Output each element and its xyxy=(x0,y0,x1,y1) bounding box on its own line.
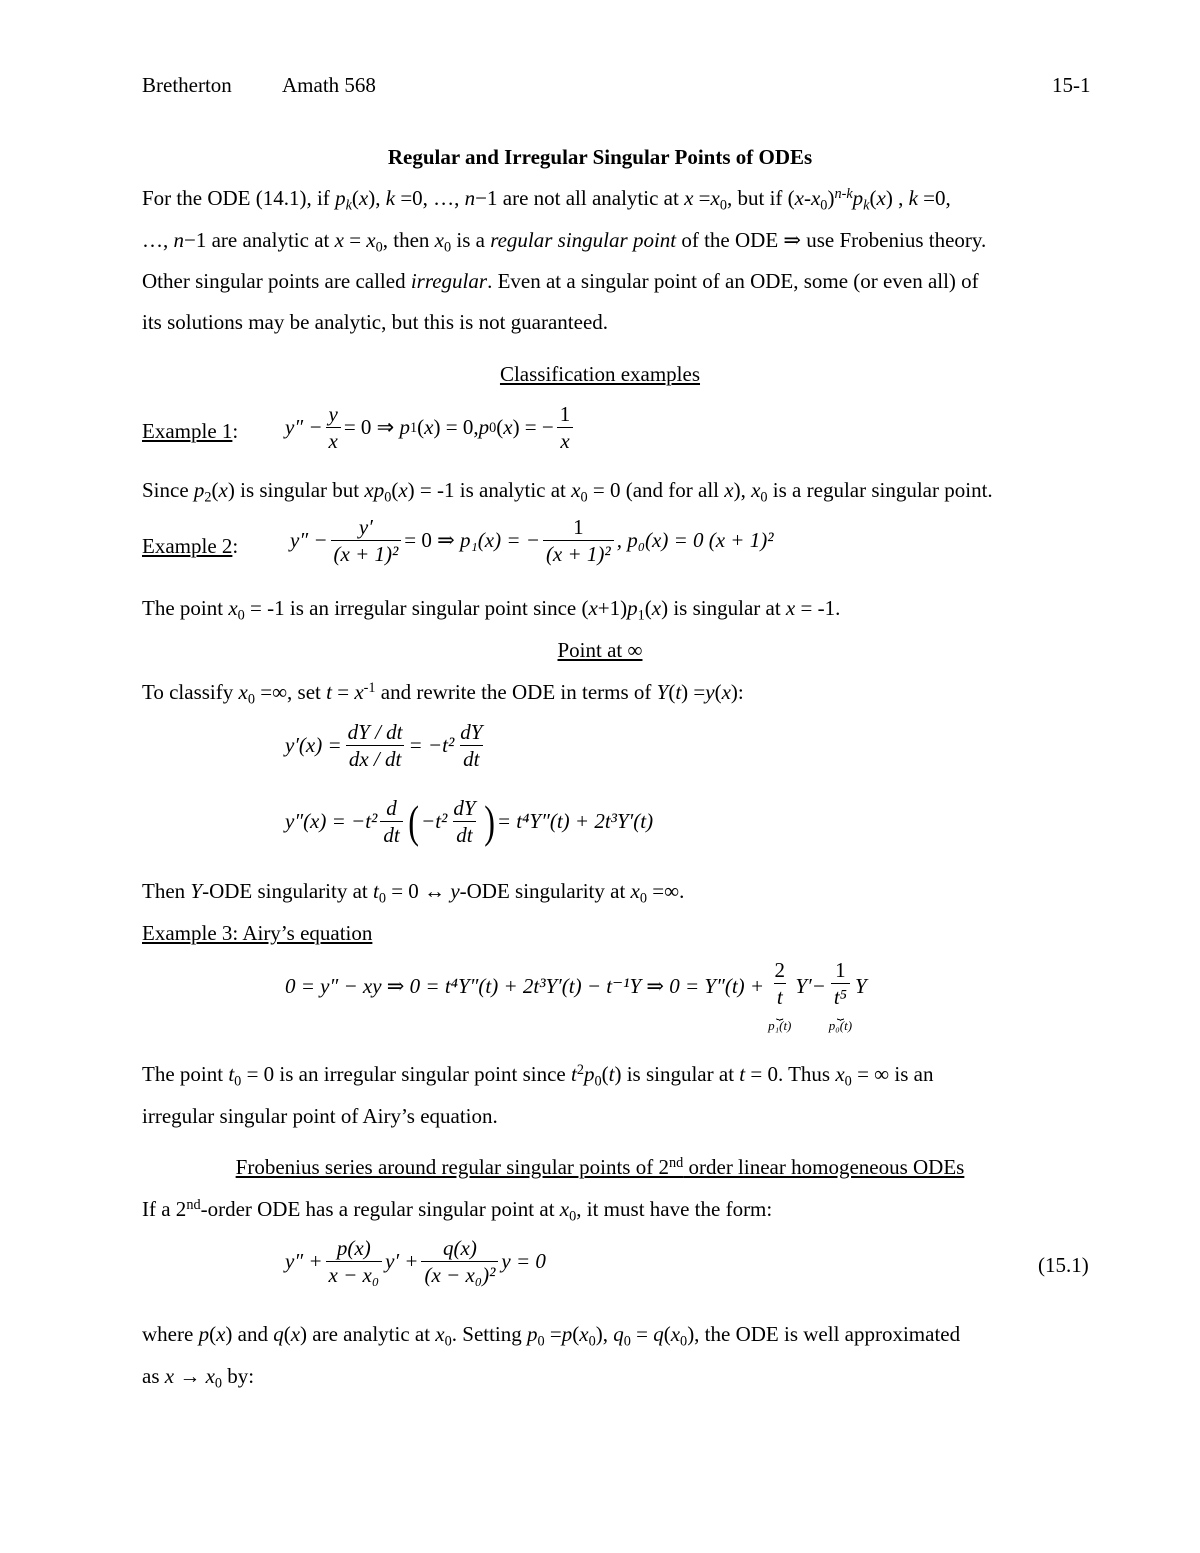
page-title: Regular and Irregular Singular Points of ODEs xyxy=(387,145,813,169)
intro-line-1: For the ODE (14.1), if $p_k(x)$, k =0, …, n−1 are not all analytic at $x =x_0$, but if $(x-x_0)^{n-k}p_k(x)$ , k =0, xyxy=(142,185,951,214)
intro-line-2: …, n−1 are analytic at $x = x_0$, then $x_0$ is a regular singular point of the ODE ⇒ use Frobenius theory. xyxy=(142,228,987,256)
example-2-equation: y″ − $\frac{y'}{\text{(x + 1)²}}$ = 0 ⇒ p₁(x) = − $\frac{1}{\text{(x + 1)²}}$ , p₀(x) = 0 (x + 1)² xyxy=(290,515,774,567)
intro-line-3: Other singular points are called irregular. Even at a singular point of an ODE, some (or even all) of xyxy=(142,269,979,293)
header-author: Bretherton xyxy=(142,73,232,97)
derivative-equation-1: y′(x) = $\frac{dY / dt}{dx / dt}$ = −t² $\frac{dY}{dt}$ xyxy=(285,720,483,772)
frobenius-line-3: as $x \to x_0$ by: xyxy=(142,1364,255,1392)
infinity-then-line: Then Y-ODE singularity at $t_0 = 0$ ↔ y-ODE singularity at $x_0$ =∞. xyxy=(142,879,685,907)
example-1-label: Example 1: xyxy=(142,419,239,443)
infinity-heading: Point at ∞ xyxy=(557,638,643,662)
airy-equation: 0 = y″ − xy ⇒ 0 = t⁴Y″(t) + 2t³Y′(t) − t⁻¹Y ⇒ 0 = Y″(t) + $\frac{2}{t}$ ⏟ p₁(t) Y′− $\frac{1}{\text{t⁵}}$ ⏟ p₀(t) Y xyxy=(285,958,867,1034)
example-1-equation: y″ − $\frac{y}{x}$ = 0 ⇒ p 1 ( x ) = 0, p 0 ( x ) = − $\frac{1}{x}$ xyxy=(285,402,576,453)
frobenius-heading: Frobenius series around regular singular points of 2nd order linear homogeneous ODEs xyxy=(235,1154,965,1179)
derivative-equation-2: y″(x) = −t² $\frac{d}{dt}$ ( −t² $\frac{dY}{dt}$ ) = t⁴Y″(t) + 2t³Y′(t) xyxy=(285,795,654,848)
header-page-number: 15-1 xyxy=(1052,73,1091,97)
example-1-note: Since $p_2(x)$ is singular but $xp_0(x) = -1$ is analytic at $x_0 = 0$ (and for all x), $x_0$ is a regular singular point. xyxy=(142,478,993,506)
classification-heading: Classification examples xyxy=(499,362,701,386)
header-course: Amath 568 xyxy=(282,73,376,97)
example-2-label: Example 2: xyxy=(142,534,239,558)
frobenius-equation: y″ + $\frac{p(x)}{\text{x − x₀}}$ y′ + $\frac{q(x)}{\text{(x − x₀)²}}$ y = 0 xyxy=(285,1236,546,1288)
example-3-note-line-2: irregular singular point of Airy’s equation. xyxy=(142,1104,498,1128)
example-3-label: Example 3: Airy’s equation xyxy=(142,921,373,945)
example-3-note-line-1: The point $t_0 = 0$ is an irregular singular point since $t^2p_0(t)$ is singular at t = 0. Thus $x_0$ = ∞ is an xyxy=(142,1061,934,1090)
example-2-note: The point $x_0 = -1$ is an irregular singular point since $(x+1)p_1(x)$ is singular at x = -1. xyxy=(142,596,841,624)
frobenius-intro: If a 2nd-order ODE has a regular singular point at $x_0$, it must have the form: xyxy=(142,1196,773,1225)
equation-number: (15.1) xyxy=(1038,1253,1089,1277)
frobenius-line-2: where p(x) and q(x) are analytic at $x_0$. Setting $p_0 =p(x_0)$, $q_0 = q(x_0)$, the ODE is well approximated xyxy=(142,1322,961,1350)
intro-line-4: its solutions may be analytic, but this is not guaranteed. xyxy=(142,310,609,334)
infinity-intro: To classify $x_0$ =∞, set $t = x^{-1}$ and rewrite the ODE in terms of Y(t) =y(x): xyxy=(142,679,744,708)
